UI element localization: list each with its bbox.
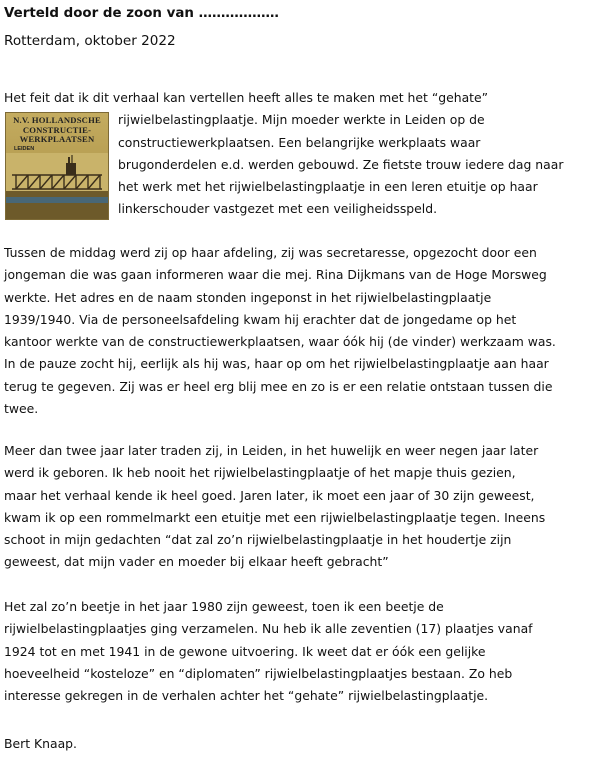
text-line: rijwielbelastingplaatjes ging verzamelen. Nu heb ik alle zeventien (17) plaatjes vanaf xyxy=(4,621,533,637)
text-line: het werk met het rijwielbelastingplaatje in een leren etuitje op haar xyxy=(118,179,538,195)
text-line: schoot in mijn gedachten “dat zal zo’n rijwielbelastingplaatje in het houdertje zijn xyxy=(4,532,512,548)
text-line: In de pauze zocht hij, eerlijk als hij was, haar op om het rijwielbelastingplaatje aan haar xyxy=(4,356,549,372)
text-line: 1924 tot en met 1941 in de gewone uitvoering. Ik weet dat er óók een gelijke xyxy=(4,643,486,659)
text-line: jongeman die was gaan informeren waar die mej. Rina Dijkmans van de Hoge Morsweg xyxy=(4,267,547,283)
paragraph-4 xyxy=(4,596,588,707)
text-line: Tussen de middag werd zij op haar afdeling, zij was secretaresse, opgezocht door een xyxy=(4,245,537,260)
signature: Bert Knaap. xyxy=(4,736,77,751)
paragraph-3 xyxy=(4,440,588,574)
text-line: twee. xyxy=(4,401,39,417)
text-line: Het zal zo’n beetje in het jaar 1980 zijn geweest, toen ik een beetje de xyxy=(4,599,444,614)
poster-title-line: WERKPLAATSEN xyxy=(19,134,95,144)
place-date: Rotterdam, oktober 2022 xyxy=(4,33,176,49)
text-line: werkte. Het adres en de naam stonden ingeponst in het rijwielbelastingplaatje xyxy=(4,289,492,305)
text-line: kantoor werkte van de constructiewerkplaatsen, waar óók hij (de vinder) werkzaam was. xyxy=(4,334,556,350)
text-line: terug te gegeven. Zij was er heel erg blij mee en zo is er een relatie ontstaan tussen die xyxy=(4,378,553,394)
text-line: maar het verhaal kende ik heel goed. Jaren later, ik moet een jaar of 30 zijn geweest, xyxy=(4,487,535,503)
text-line: rijwielbelastingplaatje. Mijn moeder werkte in Leiden op de xyxy=(118,112,485,128)
text-line: linkerschouder vastgezet met een veiligheidsspeld. xyxy=(118,201,438,217)
paragraph-2 xyxy=(4,242,588,420)
text-line: geweest, dat mijn vader en moeder bij elkaar heeft gebracht” xyxy=(4,554,389,570)
text-line: kwam ik op een rommelmarkt een etuitje met een rijwielbelastingplaatje tegen. Ineens xyxy=(4,509,546,525)
poster-subtitle: LEIDEN xyxy=(14,146,35,152)
text-line: 1939/1940. Via de personeelsafdeling kwam hij erachter dat de jongedame op het xyxy=(4,311,517,327)
text-line: Het feit dat ik dit verhaal kan vertellen heeft alles te maken met het “gehate” xyxy=(4,90,489,105)
text-line: Meer dan twee jaar later traden zij, in Leiden, in het huwelijk en weer negen jaar later xyxy=(4,443,539,458)
paragraph-1 xyxy=(4,87,588,221)
poster-title-line: CONSTRUCTIE- xyxy=(22,124,92,135)
text-line: werd ik geboren. Ik heb nooit het rijwielbelastingplaatje of het mapje thuis gezien, xyxy=(4,465,516,481)
text-line: interesse gekregen in de verhalen achter het “gehate” rijwielbelastingplaatje. xyxy=(4,688,489,704)
text-line: hoeveelheid “kosteloze” en “diplomaten” rijwielbelastingplaatjes bestaan. Zo heb xyxy=(4,665,513,681)
document-title: Verteld door de zoon van ……………… xyxy=(4,6,279,21)
text-line: constructiewerkplaatsen. Een belangrijke werkplaats waar xyxy=(118,134,481,150)
text-line: brugonderdelen e.d. werden gebouwd. Ze fietste trouw iedere dag naar xyxy=(118,156,564,172)
poster-title-line: N.V. HOLLANDSCHE xyxy=(13,115,101,125)
